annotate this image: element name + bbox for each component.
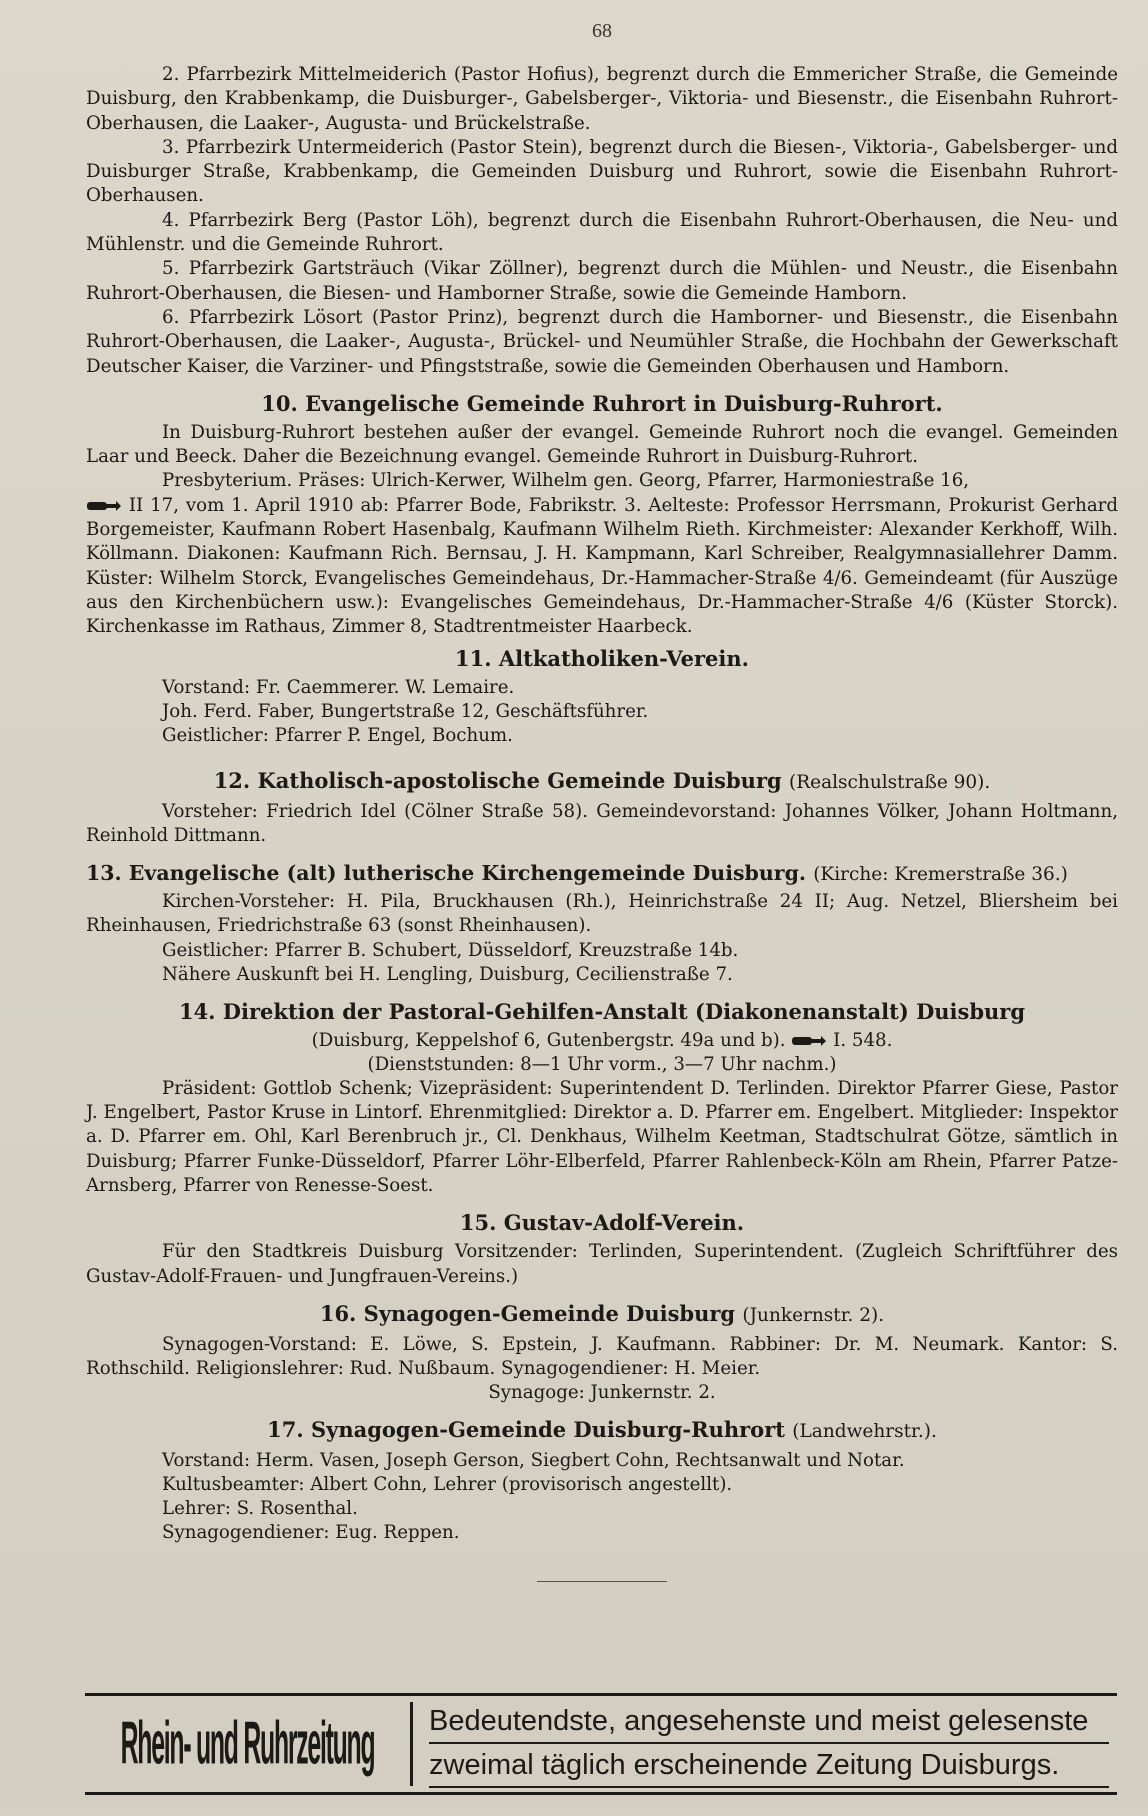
- ad-slogan-line-1: Bedeutendste, angesehenste und meist gelesenste: [429, 1700, 1109, 1744]
- section-12-address: (Realschulstraße 90).: [789, 771, 991, 793]
- section-17-line-2: Kultusbeamter: Albert Cohn, Lehrer (provisorisch angestellt).: [162, 1474, 733, 1496]
- section-14-phone: I. 548.: [833, 1029, 893, 1051]
- section-14-address-text: (Duisburg, Keppelshof 6, Gutenbergstr. 49a und b).: [311, 1029, 786, 1051]
- section-10-presbyterium-a: Presbyterium. Präses: Ulrich-Kerwer, Wilhelm gen. Georg, Pfarrer, Harmoniestraße 16,: [162, 470, 970, 492]
- section-15-text: Für den Stadtkreis Duisburg Vorsitzender: Terlinden, Superintendent. (Zugleich Schriftführer des Gustav-Adolf-Frauen- und Jungfrauen-Vereins.): [86, 1241, 1118, 1287]
- section-13-heading: [86, 860, 1118, 888]
- section-17-line-1: Vorstand: Herm. Vasen, Joseph Gerson, Siegbert Cohn, Rechtsanwalt und Notar.: [162, 1450, 905, 1472]
- section-14-heading: 14. Direktion der Pastoral-Gehilfen-Anstalt (Diakonenanstalt) Duisburg: [178, 998, 1026, 1024]
- advertisement: [85, 1693, 1117, 1795]
- section-13-text: Kirchen-Vorsteher: H. Pila, Bruckhausen (Rh.), Heinrichstraße 24 II; Aug. Netzel, Bliersheim bei Rheinhausen, Friedrichstraße 63 (sonst Rheinhausen).: [86, 891, 1118, 937]
- divider: [537, 1581, 667, 1582]
- section-14-hours: (Dienststunden: 8—1 Uhr vorm., 3—7 Uhr nachm.): [367, 1053, 837, 1075]
- section-13-church: (Kirche: Kremerstraße 36.): [813, 864, 1068, 886]
- section-14-address: [86, 1029, 1118, 1053]
- section-17-line-3: Lehrer: S. Rosenthal.: [162, 1498, 358, 1520]
- section-12-text: Vorsteher: Friedrich Idel (Cölner Straße 58). Gemeindevorstand: Johannes Völker, Johann Holtmann, Reinhold Dittmann.: [86, 800, 1118, 846]
- section-11-line-3: Geistlicher: Pfarrer P. Engel, Bochum.: [162, 724, 513, 746]
- section-13-title: 13. Evangelische (alt) lutherische Kirchengemeinde Duisburg.: [86, 861, 807, 886]
- paragraph-pfarrbezirk-5: 5. Pfarrbezirk Gartsträuch (Vikar Zöllner), begrenzt durch die Mühlen- und Neustr., die Eisenbahn Ruhrort-Oberhausen, die Biesen- und Hamborner Straße, sowie die Gemeinde Hamborn.: [86, 258, 1118, 304]
- section-11-line-1: Vorstand: Fr. Caemmerer. W. Lemaire.: [162, 676, 515, 698]
- paragraph-pfarrbezirk-6: 6. Pfarrbezirk Lösort (Pastor Prinz), begrenzt durch die Hamborner- und Biesenstr., die Eisenbahn Ruhrort-Oberhausen, die Laaker-, Augusta-, Brückel- und Neumühler Straße, die Hochbahn der Gewerkschaft Deutscher Kaiser, die Varziner- und Pfingststraße, sowie die Gemeinden Oberhausen und Hamborn.: [86, 306, 1118, 377]
- telephone-icon: [86, 499, 122, 513]
- paragraph-pfarrbezirk-2: 2. Pfarrbezirk Mittelmeiderich (Pastor Hofius), begrenzt durch die Emmericher Straße, die Gemeinde Duisburg, den Krabbenkamp, die Duisburger-, Gabelsberger-, Viktoria- und Biesenstr., die Eisenbahn Ruhrort-Oberhausen, die Laaker-, Augusta- und Brückelstraße.: [86, 64, 1118, 134]
- paragraph-pfarrbezirk-3: 3. Pfarrbezirk Untermeiderich (Pastor Stein), begrenzt durch die Biesen-, Viktoria-, Gabelsberger- und Duisburger Straße, Krabbenkamp, die Gemeinden Duisburg und Ruhrort, sowie die Eisenbahn Ruhrort-Oberhausen.: [86, 136, 1118, 207]
- section-17-line-4: Synagogendiener: Eug. Reppen.: [162, 1522, 460, 1544]
- section-10-heading: 10. Evangelische Gemeinde Ruhrort in Duisburg-Ruhrort.: [261, 390, 943, 416]
- section-17-heading: [86, 1417, 1118, 1445]
- section-15-heading: 15. Gustav-Adolf-Verein.: [459, 1210, 745, 1236]
- section-16-address: (Junkernstr. 2).: [742, 1304, 885, 1326]
- section-16-heading: [86, 1301, 1118, 1329]
- ad-slogan: [413, 1696, 1117, 1792]
- section-10-members: [86, 494, 1118, 640]
- section-10-presbyterium: [86, 469, 1118, 493]
- section-17-title: 17. Synagogen-Gemeinde Duisburg-Ruhrort: [267, 1417, 785, 1443]
- paragraph-pfarrbezirk-4: 4. Pfarrbezirk Berg (Pastor Löh), begrenzt durch die Eisenbahn Ruhrort-Oberhausen, die Neu- und Mühlenstr. und die Gemeinde Ruhrort.: [86, 209, 1118, 256]
- section-11-heading: 11. Altkatholiken-Verein.: [455, 645, 749, 671]
- section-12-heading: [86, 768, 1118, 796]
- ad-slogan-line-2: zweimal täglich erscheinende Zeitung Duisburgs.: [429, 1744, 1109, 1788]
- section-12-title: 12. Katholisch-apostolische Gemeinde Duisburg: [213, 767, 782, 793]
- page-number: 68: [592, 20, 612, 42]
- ad-newspaper-name: Rhein- und Ruhrzeitung: [120, 1710, 375, 1777]
- telephone-icon: [791, 1034, 827, 1048]
- section-13-line-1: Geistlicher: Pfarrer B. Schubert, Düsseldorf, Kreuzstraße 14b.: [162, 939, 739, 961]
- section-14-text: Präsident: Gottlob Schenk; Vizepräsident: Superintendent D. Terlinden. Direktor Pfarrer Giese, Pastor J. Engelbert, Pastor Kruse in Lintorf. Ehrenmitglied: Direktor a. D. Pfarrer em. Engelbert. Mitglieder: Inspektor a. D. Pfarrer em. Ohl, Karl Berenbruch jr., Cl. Denkhaus, Wilhelm Keetman, Stadtschulrat Götze, sämtlich in Duisburg; Pfarrer Funke-Düsseldorf, Pfarrer Löhr-Elberfeld, Pfarrer Rahlenbeck-Köln am Rhein, Pfarrer Patze-Arnsberg, Pfarrer von Renesse-Soest.: [86, 1077, 1118, 1196]
- section-16-text: Synagogen-Vorstand: E. Löwe, S. Epstein, J. Kaufmann. Rabbiner: Dr. M. Neumark. Kantor: S. Rothschild. Religionslehrer: Rud. Nußbaum. Synagogendiener: H. Meier.: [86, 1333, 1118, 1380]
- section-17-address: (Landwehrstr.).: [792, 1421, 937, 1443]
- section-10-intro: In Duisburg-Ruhrort bestehen außer der evangel. Gemeinde Ruhrort noch die evangel. Gemeinden Laar und Beeck. Daher die Bezeichnung evangel. Gemeinde Ruhrort in Duisburg-Ruhrort.: [86, 421, 1118, 468]
- section-16-title: 16. Synagogen-Gemeinde Duisburg: [319, 1300, 736, 1326]
- section-11-line-2: Joh. Ferd. Faber, Bungertstraße 12, Geschäftsführer.: [162, 700, 649, 722]
- section-16-synagogue: Synagoge: Junkernstr. 2.: [488, 1382, 716, 1404]
- section-13-line-2: Nähere Auskunft bei H. Lengling, Duisburg, Cecilienstraße 7.: [162, 963, 733, 985]
- section-10-members-text: II 17, vom 1. April 1910 ab: Pfarrer Bode, Fabrikstr. 3. Aelteste: Professor Herrsmann, Prokurist Gerhard Borgemeister, Kaufmann Robert Hasenbalg, Kaufmann Wilhelm Rieth. Kirchmeister: Alexander Kerkhoff, Wilh. Köllmann. Diakonen: Kaufmann Rich. Bernsau, J. H. Kampmann, Karl Schreiber, Realgymnasiallehrer Damm. Küster: Wilhelm Storck, Evangelisches Gemeindehaus, Dr.-Hammacher-Straße 4/6. Gemeindeamt (für Auszüge aus den Kirchenbüchern usw.): Evangelisches Gemeindehaus, Dr.-Hammacher-Straße 4/6 (Küster Storck). Kirchenkasse im Rathaus, Zimmer 8, Stadtrentmeister Haarbeck.: [86, 494, 1118, 638]
